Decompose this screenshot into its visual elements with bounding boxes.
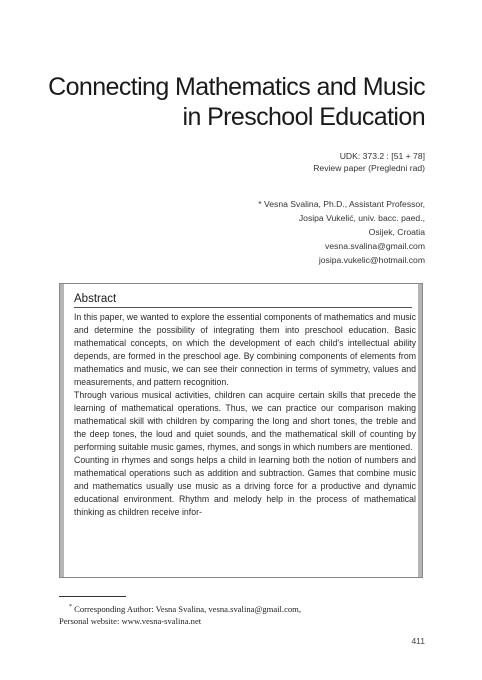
abstract-heading: Abstract (74, 292, 412, 308)
paper-type: Review paper (Pregledni rad) (313, 163, 425, 173)
footnote-divider (59, 596, 126, 597)
author-email-2: josipa.vukelic@hotmail.com (318, 255, 425, 265)
abstract-paragraph-3: Counting in rhymes and songs helps a child in learning both the notion of numbers and mathematical operations such as addition and subtraction. Games that combine music and mathematics usually use music as a driving force for a productive and dynamic educational environment. Rhythm and melody help in the process of mathematical thinking as children receive infor- (74, 455, 416, 517)
abstract-body (74, 311, 416, 519)
author-email-1: vesna.svalina@gmail.com (325, 241, 425, 251)
udk-code: UDK: 373.2 : [51 + 78] (339, 151, 425, 161)
footnote-text-1: Corresponding Author: Vesna Svalina, vesna.svalina@gmail.com, (74, 604, 302, 614)
footnote-line-2: Personal website: www.vesna-svalina.net (59, 616, 202, 626)
author-line-1: * Vesna Svalina, Ph.D., Assistant Professor, (258, 199, 425, 209)
paper-title (5, 72, 425, 132)
footnote-line-1 (59, 603, 301, 615)
abstract-box (59, 283, 423, 578)
page-number: 411 (411, 636, 425, 646)
footnote (59, 603, 301, 627)
abstract-paragraph-2: Through various musical activities, children can acquire certain skills that precede the learning of mathematical operations. Thus, we can practice our comparison making mathematical skill with children by comparing the long and short tones, the treble and the deep tones, the loud and quiet sounds, and the mathematical skill of counting by performing suitable music games, rhymes, and songs in which numbers are mentioned. (74, 390, 416, 452)
author-location: Osijek, Croatia (368, 227, 425, 237)
paper-title-line-2: in Preschool Education (182, 103, 425, 131)
abstract-paragraph-1: In this paper, we wanted to explore the essential components of mathematics and music and determine the possibility of integrating them into preschool education. Basic mathematical concepts, on which the development of each child's intellectual ability depends, are formed in the preschool age. By combining components of elements from mathematics and music, we can see their connection in terms of symmetry, values and measurements, and pattern recognition. (74, 312, 416, 387)
footnote-marker: * (69, 604, 72, 611)
classification-block (313, 150, 425, 174)
paper-title-line-1: Connecting Mathematics and Music (48, 73, 425, 101)
author-line-2: Josipa Vukelić, univ. bacc. paed., (298, 213, 425, 223)
author-block (258, 197, 425, 267)
